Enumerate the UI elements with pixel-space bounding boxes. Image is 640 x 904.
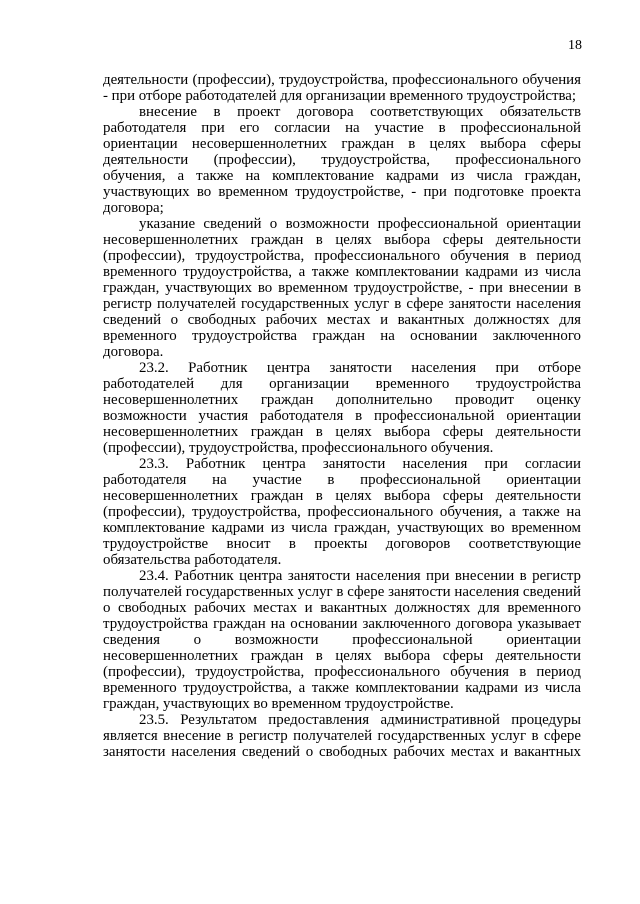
paragraph-continuation: деятельности (профессии), трудоустройства, профессионального обучения - при отборе работодателей для организации временного трудоустройства; — [103, 72, 581, 104]
page-number: 18 — [568, 38, 582, 53]
paragraph-23-4: 23.4. Работник центра занятости населения при внесении в регистр получателей государственных услуг в сфере занятости населения сведений о свободных рабочих местах и вакантных должностях для временного трудоустройства граждан на основании заключенного договора указывает сведения о возможности профессиональной ориентации несовершеннолетних граждан в целях выбора сферы деятельности (профессии), трудоустройства, профессионального обучения в период временного трудоустройства, а также комплектовании кадрами из числа граждан, участвующих во временном трудоустройстве. — [103, 568, 581, 712]
document-body — [103, 72, 581, 760]
paragraph-23-3: 23.3. Работник центра занятости населения при согласии работодателя на участие в профессиональной ориентации несовершеннолетних граждан в целях выбора сферы деятельности (профессии), трудоустройства, профессионального обучения, а также на комплектование кадрами из числа граждан, участвующих во временном трудоустройстве вносит в проекты договоров соответствующие обязательства работодателя. — [103, 456, 581, 568]
paragraph-23-2: 23.2. Работник центра занятости населения при отборе работодателей для организации временного трудоустройства несовершеннолетних граждан дополнительно проводит оценку возможности участия работодателя в профессиональной ориентации несовершеннолетних граждан в целях выбора сферы деятельности (профессии), трудоустройства, профессионального обучения. — [103, 360, 581, 456]
paragraph-register-info: указание сведений о возможности профессиональной ориентации несовершеннолетних граждан в целях выбора сферы деятельности (профессии), трудоустройства, профессионального обучения в период временного трудоустройства, а также комплектовании кадрами из числа граждан, участвующих во временном трудоустройстве, - при внесении в регистр получателей государственных услуг в сфере занятости населения сведений о свободных рабочих местах и вакантных должностях для временного трудоустройства граждан на основании заключенного договора. — [103, 216, 581, 360]
paragraph-contract-obligations: внесение в проект договора соответствующих обязательств работодателя при его согласии на участие в профессиональной ориентации несовершеннолетних граждан в целях выбора сферы деятельности (профессии), трудоустройства, профессионального обучения, а также на комплектование кадрами из числа граждан, участвующих во временном трудоустройстве, - при подготовке проекта договора; — [103, 104, 581, 216]
paragraph-23-5: 23.5. Результатом предоставления административной процедуры является внесение в регистр получателей государственных услуг в сфере занятости населения сведений о свободных рабочих местах и вакантных — [103, 712, 581, 760]
